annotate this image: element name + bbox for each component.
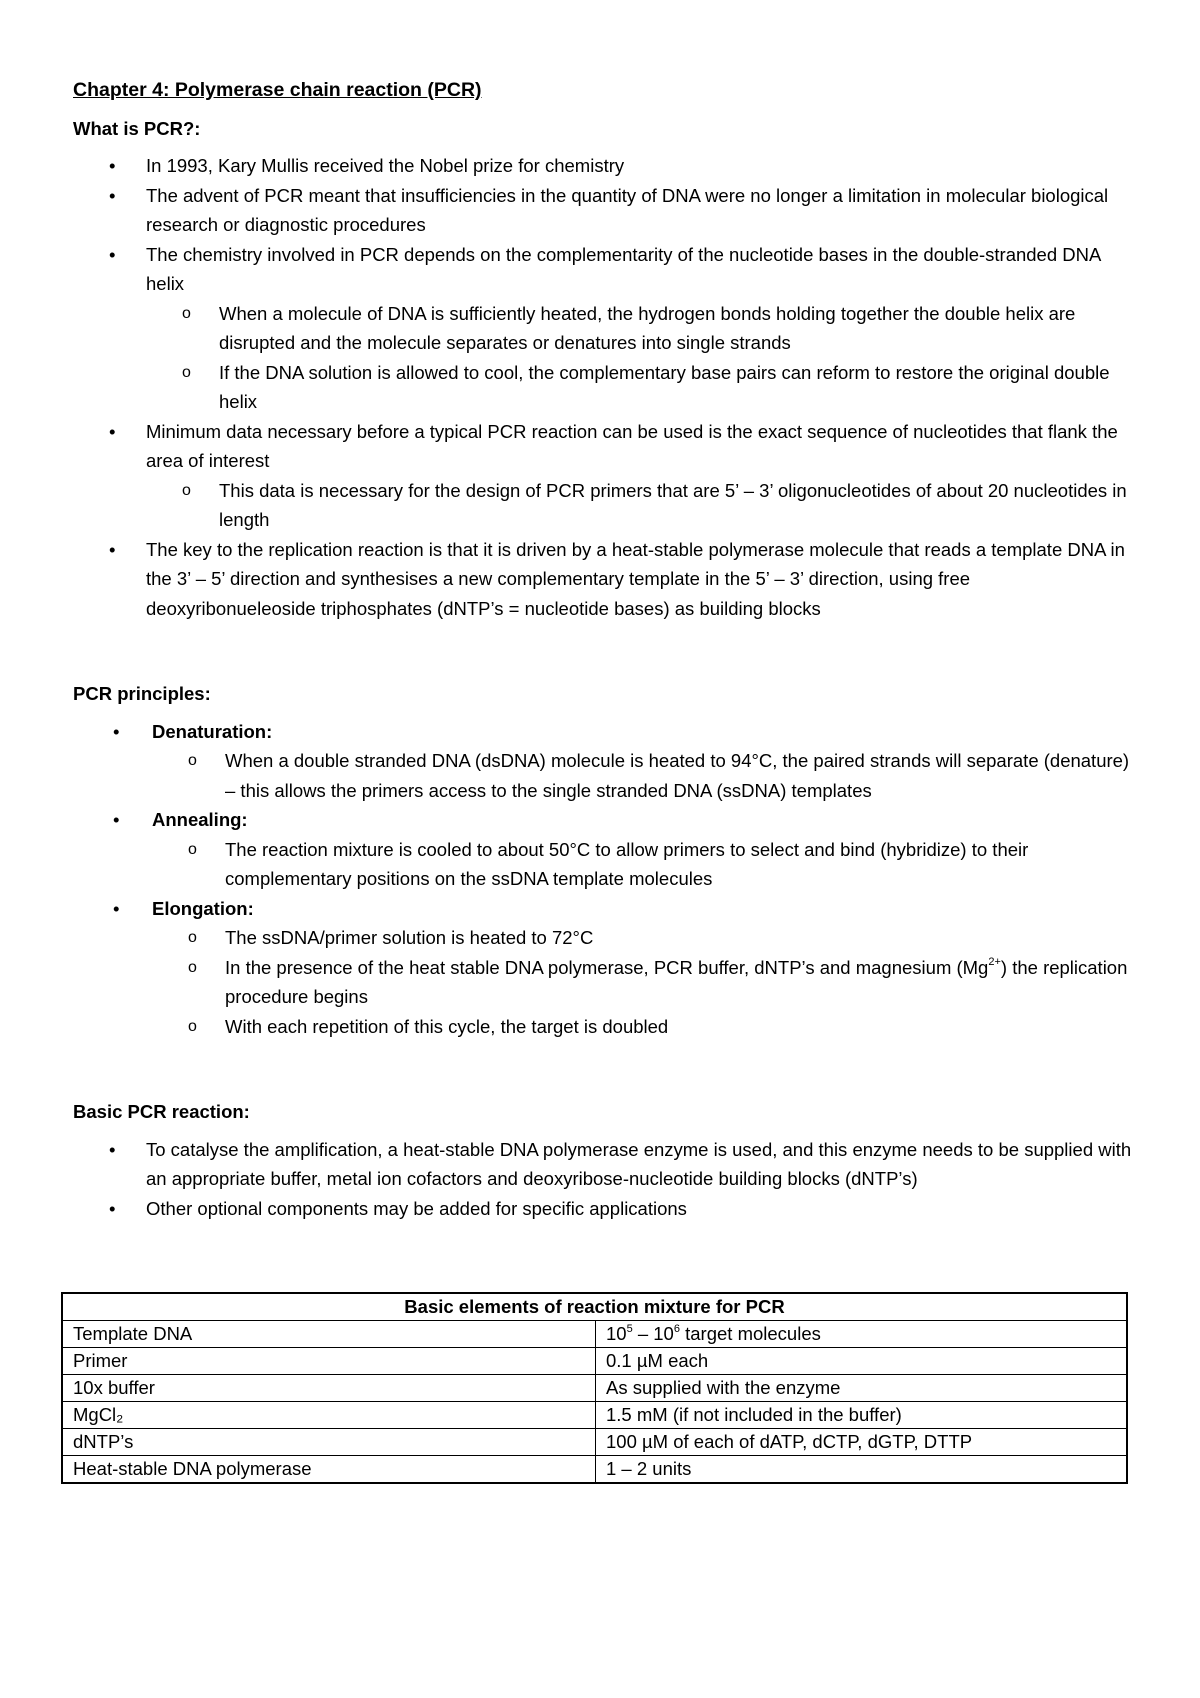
sub-list-item-text: If the DNA solution is allowed to cool, the complementary base pairs can reform to restore the original double helix (219, 361, 1110, 412)
table-cell-component: Primer (62, 1348, 596, 1375)
table-cell-amount (596, 1321, 1128, 1348)
text-fragment: target molecules (679, 1323, 821, 1344)
sub-list (146, 299, 1133, 417)
table-header-row (62, 1293, 1127, 1321)
bullet-icon: • (109, 184, 116, 206)
text-fragment: ) the replication procedure begins (225, 956, 1128, 1007)
section-heading-pcr-principles: PCR principles: (73, 683, 211, 704)
section-heading-basic-pcr-reaction: Basic PCR reaction: (73, 1101, 250, 1122)
step-label-annealing: Annealing: (152, 809, 248, 830)
sub-list-item (146, 358, 1133, 417)
bullet-icon: • (109, 538, 116, 560)
list-item-text: The advent of PCR meant that insufficiencies in the quantity of DNA were no longer a limitation in molecular biological research or diagnostic procedures (146, 184, 1109, 235)
bullet-icon: • (109, 1197, 116, 1219)
sub-list-item-text: This data is necessary for the design of PCR primers that are 5’ – 3’ oligonucleotides of about 20 nucleotides in length (219, 479, 1127, 530)
text-fragment: 10 (606, 1323, 627, 1344)
list-item (73, 535, 1133, 624)
bullet-icon: • (113, 809, 120, 830)
bullet-icon: • (109, 155, 116, 176)
table-cell-component: dNTP’s (62, 1429, 596, 1456)
text-fragment: – 10 (632, 1323, 674, 1344)
sub-list-item-text: When a double stranded DNA (dsDNA) molecule is heated to 94°C, the paired strands will separate (denature) – this allows the primers access to the single stranded DNA (ssDNA) templates (225, 750, 1130, 801)
sub-list (152, 923, 1133, 1041)
pcr-principles-list (73, 717, 1133, 1042)
sub-list (146, 476, 1133, 535)
table-cell-component: Heat-stable DNA polymerase (62, 1456, 596, 1484)
sub-bullet-icon: o (182, 363, 191, 381)
sub-list-item (152, 746, 1133, 805)
table-cell-amount: 0.1 µM each (596, 1348, 1128, 1375)
list-item (73, 151, 1133, 181)
sub-bullet-icon: o (188, 929, 197, 946)
page-title: Chapter 4: Polymerase chain reaction (PCR) (73, 79, 482, 101)
sub-list (152, 746, 1133, 805)
what-is-pcr-list (73, 151, 1133, 623)
sub-bullet-icon: o (188, 1017, 197, 1035)
list-item (73, 717, 1133, 806)
table-row (62, 1456, 1127, 1484)
sub-bullet-icon: o (188, 840, 197, 858)
list-item (73, 805, 1133, 894)
bullet-icon: • (113, 897, 120, 919)
table-cell-component: MgCl₂ (62, 1402, 596, 1429)
table-cell-amount: As supplied with the enzyme (596, 1375, 1128, 1402)
sub-list-item (146, 476, 1133, 535)
sub-bullet-icon: o (182, 481, 191, 499)
bullet-icon: • (109, 420, 116, 442)
sub-bullet-icon: o (182, 304, 191, 322)
bullet-icon: • (109, 243, 116, 265)
sub-list-item (152, 953, 1133, 1012)
table-cell-component: 10x buffer (62, 1375, 596, 1402)
list-item-text: The chemistry involved in PCR depends on the complementarity of the nucleotide bases in the double-stranded DNA helix (146, 243, 1101, 294)
list-item (73, 240, 1133, 417)
table-row (62, 1348, 1127, 1375)
sub-bullet-icon: o (188, 958, 197, 976)
list-item (73, 1135, 1133, 1194)
list-item (73, 894, 1133, 1042)
list-item (73, 181, 1133, 240)
bullet-icon: • (109, 1138, 116, 1160)
sub-bullet-icon: o (188, 752, 197, 769)
table-row (62, 1321, 1127, 1348)
list-item-text: Minimum data necessary before a typical PCR reaction can be used is the exact sequence of nucleotides that flank the area of interest (146, 420, 1118, 471)
sub-list-item-text: When a molecule of DNA is sufficiently heated, the hydrogen bonds holding together the double helix are disrupted and the molecule separates or denatures into single strands (219, 302, 1076, 353)
sub-list-item (152, 1012, 1133, 1042)
sub-list-item-text: The ssDNA/primer solution is heated to 72°C (225, 927, 594, 948)
sub-list-item-text (225, 957, 1127, 1008)
table-row (62, 1402, 1127, 1429)
superscript: 5 (626, 1322, 633, 1335)
sub-list-item-text: With each repetition of this cycle, the target is doubled (225, 1015, 669, 1037)
sub-list-item (152, 835, 1133, 894)
table-cell-amount: 1 – 2 units (596, 1456, 1128, 1484)
sub-list-item (152, 923, 1133, 953)
table-cell-amount: 1.5 mM (if not included in the buffer) (596, 1402, 1128, 1429)
bullet-icon: • (113, 720, 120, 742)
superscript: 2+ (988, 956, 1001, 969)
basic-pcr-list (73, 1135, 1133, 1224)
document-page (73, 64, 1133, 1223)
text-fragment: In the presence of the heat stable DNA polymerase, PCR buffer, dNTP’s and magnesium (Mg (225, 956, 989, 978)
list-item (73, 1194, 1133, 1224)
step-label-elongation: Elongation: (152, 897, 254, 919)
section-heading-what-is-pcr: What is PCR?: (73, 117, 201, 139)
superscript: 6 (673, 1322, 680, 1335)
sub-list-item (146, 299, 1133, 358)
table-row (62, 1429, 1127, 1456)
table-row (62, 1375, 1127, 1402)
list-item-text: The key to the replication reaction is that it is driven by a heat-stable polymerase molecule that reads a template DNA in the 3’ – 5’ direction and synthesises a new complementary template in the 5’ – 3’ direction, using free deoxyribonueleoside triphosphates (dNTP’s = nucleotide bases) as building blocks (146, 538, 1125, 619)
table-cell-amount: 100 µM of each of dATP, dCTP, dGTP, DTTP (596, 1429, 1128, 1456)
list-item-text: Other optional components may be added for specific applications (146, 1197, 687, 1219)
reaction-mixture-table (61, 1292, 1128, 1484)
table-cell-component: Template DNA (62, 1321, 596, 1348)
sub-list (152, 835, 1133, 894)
step-label-denaturation: Denaturation: (152, 720, 273, 742)
list-item (73, 417, 1133, 535)
sub-list-item-text: The reaction mixture is cooled to about 50°C to allow primers to select and bind (hybridize) to their complementary positions on the ssDNA template molecules (225, 838, 1029, 889)
table-caption: Basic elements of reaction mixture for PCR (62, 1293, 1127, 1321)
list-item-text: In 1993, Kary Mullis received the Nobel prize for chemistry (146, 155, 625, 176)
list-item-text: To catalyse the amplification, a heat-stable DNA polymerase enzyme is used, and this enzyme needs to be supplied with an appropriate buffer, metal ion cofactors and deoxyribose-nucleotide building blocks (dNTP’s) (146, 1138, 1132, 1189)
